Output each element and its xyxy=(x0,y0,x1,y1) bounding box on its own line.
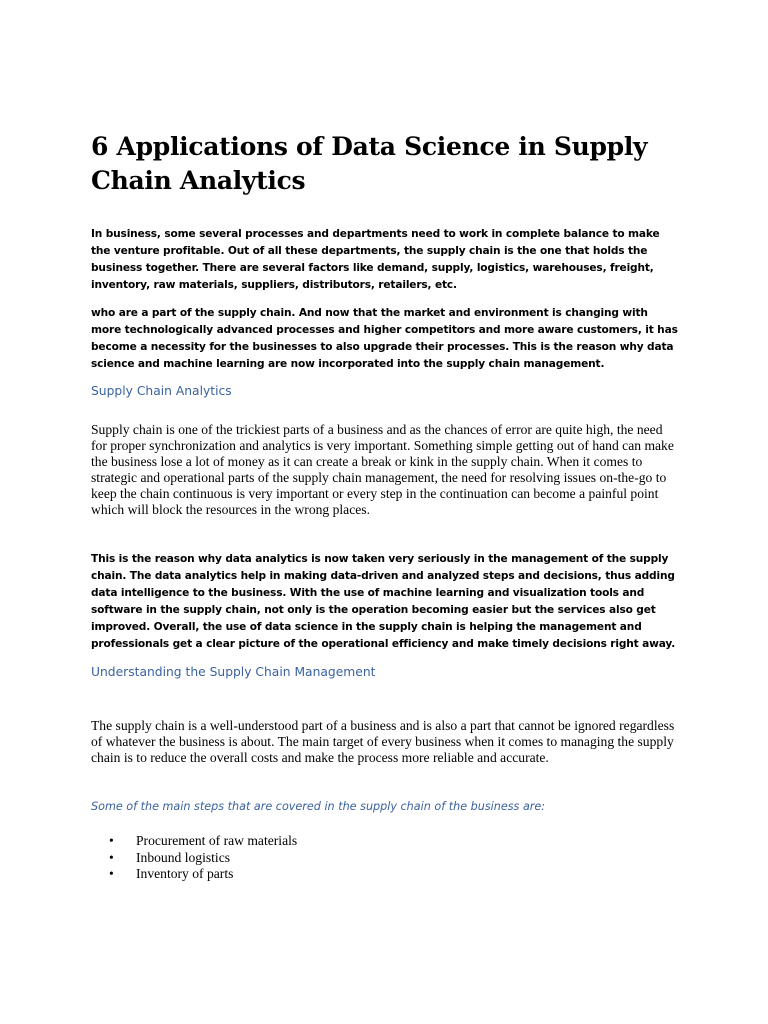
list-item xyxy=(109,866,297,883)
bullet-icon: • xyxy=(109,866,114,881)
steps-list xyxy=(109,833,297,883)
intro-paragraph-2: who are a part of the supply chain. And now that the market and environment is changing with more technologically advanced processes and higher competitors and more aware customers, it has become a necessity for the businesses to also upgrade their processes. This is the reason why data science and machine learning are now incorporated into the supply chain management. xyxy=(91,307,678,370)
list-item-text: Procurement of raw materials xyxy=(136,833,298,848)
section-heading-supply-chain-analytics: Supply Chain Analytics xyxy=(91,384,232,398)
steps-intro: Some of the main steps that are covered in the supply chain of the business are: xyxy=(91,800,546,813)
section-1-paragraph-1: Supply chain is one of the trickiest parts of a business and as the chances of error are quite high, the need for proper synchronization and analytics is very important. Something simple getting out of hand can make the business lose a lot of money as it can create a break or kink in the supply chain. When it comes to strategic and operational parts of the supply chain management, the need for resolving issues on-the-go to keep the chain continuous is very important or every step in the continuation can become a painful point which will block the resources in the wrong places. xyxy=(91,422,674,517)
list-item-text: Inventory of parts xyxy=(136,866,234,881)
document-title: 6 Applications of Data Science in Supply Chain Analytics xyxy=(91,132,648,195)
list-item xyxy=(109,833,297,850)
section-heading-understanding-scm: Understanding the Supply Chain Management xyxy=(91,665,376,679)
intro-paragraph-1: In business, some several processes and departments need to work in complete balance to make the venture profitable. Out of all these departments, the supply chain is the one that holds the business together. There are several factors like demand, supply, logistics, warehouses, freight, inventory, raw materials, suppliers, distributors, retailers, etc. xyxy=(91,228,660,291)
list-item xyxy=(109,850,297,867)
list-item-text: Inbound logistics xyxy=(136,849,231,865)
section-2-paragraph-1: The supply chain is a well-understood part of a business and is also a part that cannot be ignored regardless of whatever the business is about. The main target of every business when it comes to managing the supply chain is to reduce the overall costs and make the process more reliable and accurate. xyxy=(91,718,675,765)
section-1-paragraph-2: This is the reason why data analytics is now taken very seriously in the management of the supply chain. The data analytics help in making data-driven and analyzed steps and decisions, thus adding data intelligence to the business. With the use of machine learning and visualization tools and software in the supply chain, not only is the operation becoming easier but the services also get improved. Overall, the use of data science in the supply chain is helping the management and professionals get a clear picture of the operational efficiency and make timely decisions right away. xyxy=(91,553,676,650)
bullet-icon: • xyxy=(109,833,114,848)
bullet-icon: • xyxy=(109,849,114,865)
